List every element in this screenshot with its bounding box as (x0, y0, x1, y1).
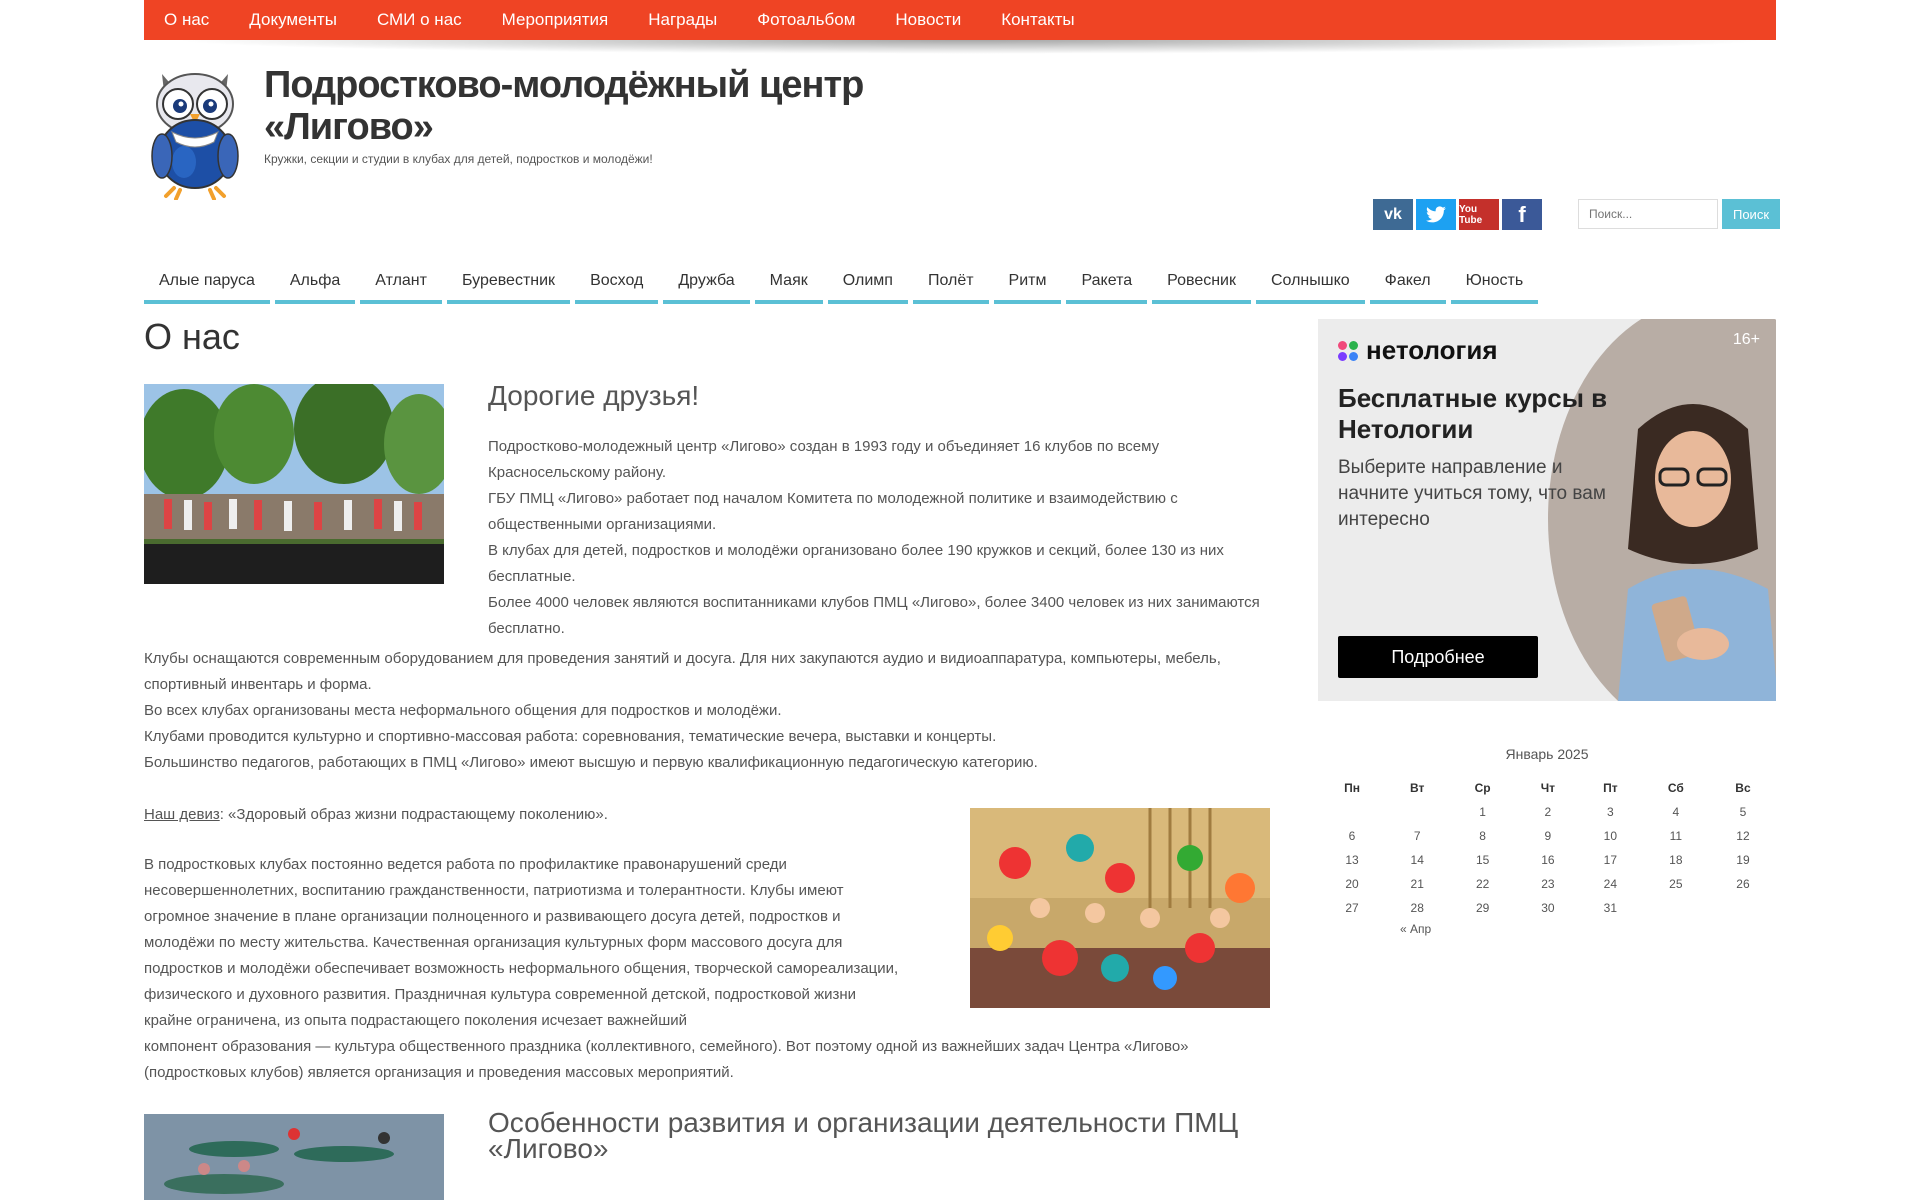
ad-person-image (1608, 389, 1776, 701)
calendar-day: 22 (1475, 877, 1490, 891)
page-title: О нас (144, 316, 240, 357)
club-item[interactable]: Алые паруса (144, 268, 270, 304)
club-item[interactable]: Маяк (755, 268, 823, 304)
clubs-nav (144, 268, 1538, 304)
club-item[interactable]: Атлант (360, 268, 442, 304)
calendar-day: 20 (1345, 877, 1359, 891)
calendar-day: 31 (1603, 901, 1618, 915)
club-item[interactable]: Юность (1451, 268, 1539, 304)
calendar-day: 11 (1669, 829, 1683, 843)
calendar-day: 28 (1410, 901, 1424, 915)
photo-kayaks[interactable] (144, 1114, 444, 1200)
calendar-weekday: Пн (1344, 781, 1360, 795)
calendar-weekday: Ср (1474, 781, 1491, 795)
calendar-day: 26 (1736, 877, 1750, 891)
calendar-week (1318, 824, 1776, 848)
clubs-line: Клубами проводится культурно и спортивно-массовая работа: соревнования, тематические вечера, выставки и концерты. (144, 728, 997, 745)
club-item[interactable]: Ритм (994, 268, 1062, 304)
intro-line: Подростково-молодежный центр «Лигово» создан в 1993 году и объединяет 16 клубов по всему Красносельскому району. (488, 438, 1160, 481)
calendar-day (1386, 800, 1448, 824)
intro-paragraph (488, 434, 1274, 642)
search-button[interactable]: Поиск (1722, 199, 1780, 229)
calendar-day: 21 (1410, 877, 1424, 891)
heading-features: Особенности развития и организации деятельности ПМЦ «Лигово» (488, 1107, 1239, 1164)
vk-icon[interactable]: vk (1373, 199, 1413, 230)
calendar-day: 3 (1607, 805, 1614, 819)
calendar-day: 15 (1475, 853, 1490, 867)
calendar-weekday: Сб (1667, 781, 1684, 795)
calendar-weekday: Вс (1735, 781, 1751, 795)
calendar-day: 24 (1603, 877, 1618, 891)
calendar-weekday: Пт (1603, 781, 1618, 795)
top-nav-item-events[interactable]: Мероприятия (501, 10, 609, 29)
youtube-icon[interactable]: You Tube (1459, 199, 1499, 230)
calendar-day: 19 (1736, 853, 1750, 867)
ad-banner[interactable] (1318, 319, 1776, 701)
motto (144, 802, 944, 828)
calendar-day (1642, 896, 1710, 920)
calendar-day: 29 (1475, 901, 1490, 915)
ad-age-rating: 16+ (1732, 331, 1760, 348)
intro-line: Более 4000 человек являются воспитанниками клубов ПМЦ «Лигово», более 3400 человек из них занимаются бесплатно. (488, 594, 1260, 637)
calendar-day: 1 (1479, 805, 1486, 819)
calendar-prev-link[interactable]: « Апр (1400, 922, 1432, 936)
facebook-icon[interactable]: f (1502, 199, 1542, 230)
calendar-day: 9 (1544, 829, 1552, 843)
calendar-day: 14 (1410, 853, 1424, 867)
prevention-text-narrow: В подростковых клубах постоянно ведется работа по профилактике правонарушений среди несовершеннолетних, воспитанию гражданственности, патриотизма и толерантности. Клубы имеют огромное значение в плане организации полноценного и развивающего досуга детей, подростков и молодёжи по месту жительства. Качественная организация культурных форм массового досуга для подростков и молодёжи обеспечивает возможность неформального общения, творческой самореализации, физического и духовного развития. Праздничная культура современной детской, подростковой жизни крайне ограничена, из опыта подрастающего поколения исчезает важнейший (144, 856, 899, 1029)
calendar-day: 2 (1544, 805, 1552, 819)
netology-logo-icon (1338, 341, 1358, 361)
calendar-day (1318, 800, 1386, 824)
calendar-day: 23 (1541, 877, 1555, 891)
intro-line: В клубах для детей, подростков и молодёжи организовано более 190 кружков и секций, более 130 из них бесплатные. (488, 542, 1224, 585)
calendar-day: 27 (1345, 901, 1359, 915)
photo-outdoor-dance[interactable] (144, 384, 444, 584)
clubs-line: Клубы оснащаются современным оборудованием для проведения занятий и досуга. Для них закупаются аудио и видиоаппаратура, компьютеры, мебель, спортивный инвентарь и форма. (144, 650, 1221, 693)
calendar-week (1318, 896, 1776, 920)
club-item[interactable]: Дружба (663, 268, 749, 304)
ad-title: Бесплатные курсы в Нетологии (1338, 383, 1608, 444)
club-item[interactable]: Альфа (275, 268, 355, 304)
club-item[interactable]: Полёт (913, 268, 989, 304)
calendar-weekday: Чт (1540, 781, 1556, 795)
calendar-caption: Январь 2025 (1505, 746, 1589, 762)
club-item[interactable]: Солнышко (1256, 268, 1365, 304)
club-item[interactable]: Ровесник (1152, 268, 1251, 304)
club-item[interactable]: Восход (575, 268, 658, 304)
calendar-day: 30 (1541, 901, 1555, 915)
calendar-day: 18 (1669, 853, 1683, 867)
top-nav-item-contacts[interactable]: Контакты (1001, 10, 1075, 29)
calendar-week (1318, 848, 1776, 872)
ad-brand (1338, 335, 1498, 366)
clubs-line: Большинство педагогов, работающих в ПМЦ «Лигово» имеют высшую и первую квалификационную педагогическую категорию. (144, 754, 1038, 771)
site-title[interactable]: Подростково-молодёжный центр «Лигово» (264, 64, 864, 148)
site-description: Кружки, секции и студии в клубах для детей, подростков и молодёжи! (264, 152, 653, 166)
calendar-week (1318, 872, 1776, 896)
calendar-weekday: Вт (1410, 781, 1425, 795)
top-nav-shadow (170, 40, 1770, 54)
ad-brand-name: нетология (1366, 335, 1498, 365)
top-nav-item-news[interactable]: Новости (895, 10, 962, 29)
clubs-line: Во всех клубах организованы места неформального общения для подростков и молодёжи. (144, 702, 782, 719)
calendar-day: 12 (1736, 829, 1750, 843)
calendar-day: 4 (1672, 805, 1680, 819)
top-nav-item-awards[interactable]: Награды (648, 10, 718, 29)
calendar-day: 17 (1603, 853, 1618, 867)
ad-subtitle: Выберите направление и начните учиться тому, что вам интересно (1338, 457, 1606, 530)
calendar-table (1318, 776, 1776, 920)
calendar-day (1710, 896, 1776, 920)
top-nav-item-about[interactable]: О нас (164, 10, 210, 29)
club-item[interactable]: Факел (1370, 268, 1446, 304)
calendar-day: 16 (1541, 853, 1555, 867)
prevention-text-wide: компонент образования — культура общественного праздника (коллективного, семейного). Вот поэтому одной из важнейших задач Центра «Лигово» (подростковых клубов) является организация и проведения массовых мероприятий. (144, 1038, 1189, 1081)
calendar-day: 10 (1603, 829, 1618, 843)
top-nav-item-documents[interactable]: Документы (249, 10, 337, 29)
calendar-weekdays-row (1318, 776, 1776, 800)
club-item[interactable]: Буревестник (447, 268, 570, 304)
search-input[interactable] (1578, 199, 1718, 229)
top-nav-item-media[interactable]: СМИ о нас (376, 10, 462, 29)
club-item[interactable]: Ракета (1066, 268, 1147, 304)
calendar-day: 25 (1669, 877, 1683, 891)
prevention-paragraph (144, 852, 1274, 1086)
calendar-day: 5 (1739, 805, 1747, 819)
motto-label: Наш девиз (144, 806, 220, 823)
calendar-week (1318, 800, 1776, 824)
ad-more-button[interactable]: Подробнее (1338, 636, 1538, 678)
motto-text: : «Здоровый образ жизни подрастающему поколению». (219, 806, 608, 823)
top-nav-item-photos[interactable]: Фотоальбом (757, 10, 856, 29)
owl-logo[interactable] (144, 64, 246, 200)
intro-line: ГБУ ПМЦ «Лигово» работает под началом Комитета по молодежной политике и взаимодействию с общественными организациями. (488, 490, 1178, 533)
top-nav (144, 0, 1776, 40)
calendar-day: 8 (1479, 829, 1486, 843)
calendar-day: 13 (1345, 853, 1359, 867)
calendar-widget (1318, 746, 1776, 936)
calendar-day: 6 (1348, 829, 1356, 843)
social-links (1373, 199, 1542, 230)
heading-dear-friends: Дорогие друзья! (488, 380, 700, 411)
clubs-paragraph (144, 646, 1274, 776)
club-item[interactable]: Олимп (828, 268, 908, 304)
twitter-icon[interactable] (1416, 199, 1456, 230)
calendar-day: 7 (1413, 829, 1421, 843)
